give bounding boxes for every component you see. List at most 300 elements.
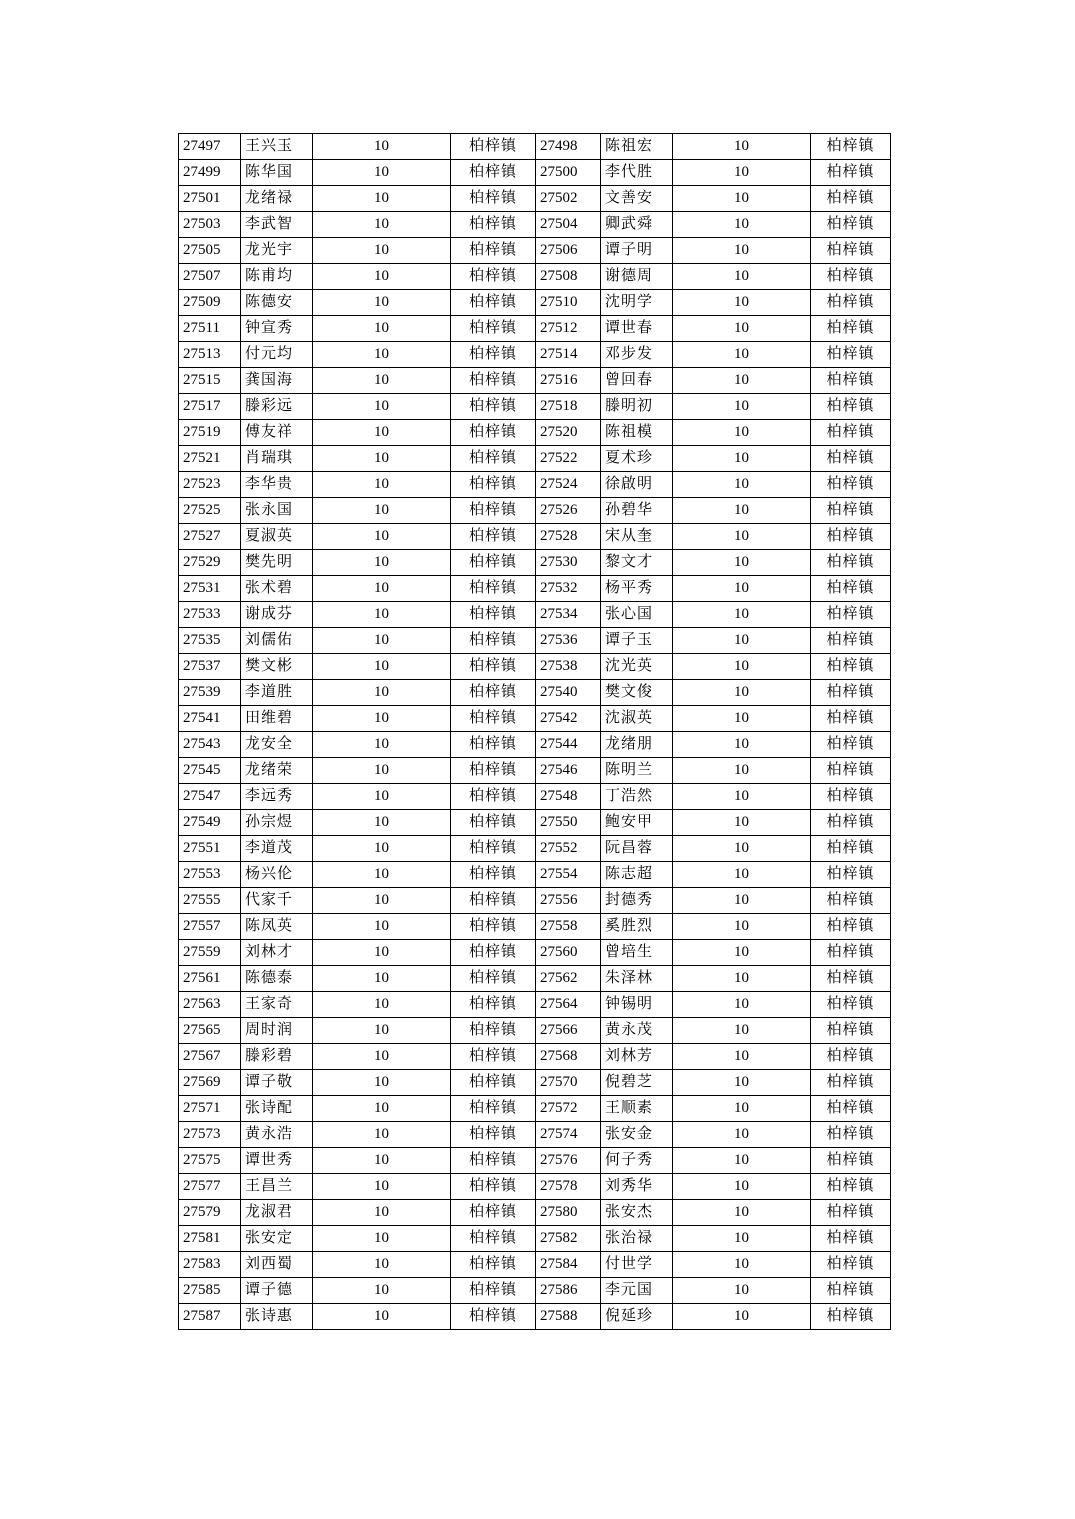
table-row [179,888,891,914]
record-name: 陈明兰 [601,758,673,784]
record-id: 27559 [179,940,241,966]
record-id: 27573 [179,1122,241,1148]
record-amount: 10 [313,862,451,888]
record-name: 黎文才 [601,550,673,576]
record-amount: 10 [673,992,811,1018]
record-name: 孙宗煜 [241,810,313,836]
record-id: 27541 [179,706,241,732]
record-name: 刘西蜀 [241,1252,313,1278]
record-town: 柏梓镇 [811,1278,891,1304]
record-name: 谭世秀 [241,1148,313,1174]
record-amount: 10 [673,264,811,290]
record-id: 27580 [536,1200,601,1226]
record-town: 柏梓镇 [811,1148,891,1174]
table-row [179,524,891,550]
record-id: 27566 [536,1018,601,1044]
record-id: 27514 [536,342,601,368]
record-town: 柏梓镇 [811,420,891,446]
record-id: 27586 [536,1278,601,1304]
record-amount: 10 [313,1304,451,1330]
record-town: 柏梓镇 [451,394,536,420]
record-name: 阮昌蓉 [601,836,673,862]
table-row [179,238,891,264]
record-id: 27575 [179,1148,241,1174]
record-town: 柏梓镇 [811,992,891,1018]
record-town: 柏梓镇 [451,550,536,576]
record-town: 柏梓镇 [451,706,536,732]
record-id: 27562 [536,966,601,992]
record-town: 柏梓镇 [811,602,891,628]
record-id: 27571 [179,1096,241,1122]
record-town: 柏梓镇 [451,732,536,758]
record-id: 27538 [536,654,601,680]
record-amount: 10 [673,550,811,576]
record-town: 柏梓镇 [811,1096,891,1122]
record-name: 杨兴伦 [241,862,313,888]
record-amount: 10 [673,784,811,810]
record-town: 柏梓镇 [811,1252,891,1278]
record-id: 27564 [536,992,601,1018]
table-row [179,1044,891,1070]
record-name: 孙碧华 [601,498,673,524]
record-amount: 10 [673,1070,811,1096]
record-name: 沈光英 [601,654,673,680]
record-town: 柏梓镇 [811,576,891,602]
record-amount: 10 [673,940,811,966]
table-row [179,1304,891,1330]
record-amount: 10 [673,498,811,524]
record-amount: 10 [673,134,811,160]
record-town: 柏梓镇 [811,1174,891,1200]
table-row [179,1278,891,1304]
record-town: 柏梓镇 [811,862,891,888]
record-town: 柏梓镇 [451,758,536,784]
record-amount: 10 [673,914,811,940]
record-name: 傅友祥 [241,420,313,446]
record-id: 27542 [536,706,601,732]
record-town: 柏梓镇 [811,784,891,810]
record-name: 张诗惠 [241,1304,313,1330]
record-id: 27546 [536,758,601,784]
record-town: 柏梓镇 [451,680,536,706]
record-town: 柏梓镇 [811,1070,891,1096]
record-name: 滕彩远 [241,394,313,420]
record-id: 27544 [536,732,601,758]
record-town: 柏梓镇 [811,446,891,472]
table-row [179,420,891,446]
record-id: 27526 [536,498,601,524]
record-amount: 10 [673,1278,811,1304]
record-name: 陈华国 [241,160,313,186]
table-row [179,966,891,992]
record-name: 龙安全 [241,732,313,758]
record-name: 沈明学 [601,290,673,316]
record-town: 柏梓镇 [811,628,891,654]
record-amount: 10 [673,1122,811,1148]
record-name: 宋从奎 [601,524,673,550]
record-amount: 10 [313,160,451,186]
record-name: 樊先明 [241,550,313,576]
record-amount: 10 [313,524,451,550]
record-town: 柏梓镇 [451,342,536,368]
record-name: 谭子德 [241,1278,313,1304]
record-town: 柏梓镇 [811,550,891,576]
record-town: 柏梓镇 [451,472,536,498]
record-name: 夏术珍 [601,446,673,472]
record-id: 27518 [536,394,601,420]
record-id: 27578 [536,1174,601,1200]
record-id: 27555 [179,888,241,914]
record-id: 27582 [536,1226,601,1252]
record-name: 钟锡明 [601,992,673,1018]
record-amount: 10 [673,1148,811,1174]
record-amount: 10 [673,602,811,628]
table-row [179,368,891,394]
record-town: 柏梓镇 [811,1044,891,1070]
table-row [179,342,891,368]
record-name: 龚国海 [241,368,313,394]
record-town: 柏梓镇 [451,1148,536,1174]
record-town: 柏梓镇 [451,498,536,524]
table-row [179,758,891,784]
record-town: 柏梓镇 [451,966,536,992]
record-id: 27523 [179,472,241,498]
record-town: 柏梓镇 [811,368,891,394]
record-id: 27510 [536,290,601,316]
record-town: 柏梓镇 [451,316,536,342]
record-town: 柏梓镇 [451,1174,536,1200]
record-name: 龙淑君 [241,1200,313,1226]
record-id: 27512 [536,316,601,342]
record-amount: 10 [313,810,451,836]
record-amount: 10 [673,628,811,654]
record-id: 27519 [179,420,241,446]
record-name: 陈志超 [601,862,673,888]
table-row [179,784,891,810]
record-town: 柏梓镇 [811,1304,891,1330]
record-id: 27547 [179,784,241,810]
record-name: 陈德安 [241,290,313,316]
record-name: 陈凤英 [241,914,313,940]
record-town: 柏梓镇 [811,238,891,264]
record-id: 27534 [536,602,601,628]
record-id: 27545 [179,758,241,784]
record-amount: 10 [673,1018,811,1044]
record-id: 27527 [179,524,241,550]
record-name: 刘林才 [241,940,313,966]
record-amount: 10 [673,1044,811,1070]
record-name: 谭子明 [601,238,673,264]
record-id: 27535 [179,628,241,654]
record-amount: 10 [673,1304,811,1330]
record-id: 27583 [179,1252,241,1278]
record-name: 文善安 [601,186,673,212]
record-id: 27497 [179,134,241,160]
record-amount: 10 [313,940,451,966]
record-amount: 10 [313,654,451,680]
record-town: 柏梓镇 [451,810,536,836]
record-name: 倪碧芝 [601,1070,673,1096]
record-name: 夏淑英 [241,524,313,550]
record-name: 刘林芳 [601,1044,673,1070]
record-amount: 10 [313,316,451,342]
record-town: 柏梓镇 [811,654,891,680]
table-row [179,576,891,602]
record-name: 刘儒佑 [241,628,313,654]
record-name: 张安金 [601,1122,673,1148]
record-id: 27567 [179,1044,241,1070]
record-id: 27509 [179,290,241,316]
table-row [179,186,891,212]
record-name: 李远秀 [241,784,313,810]
record-amount: 10 [313,186,451,212]
record-town: 柏梓镇 [451,888,536,914]
record-name: 谭子敬 [241,1070,313,1096]
record-name: 张心国 [601,602,673,628]
record-amount: 10 [313,238,451,264]
record-town: 柏梓镇 [811,706,891,732]
record-name: 徐啟明 [601,472,673,498]
record-amount: 10 [313,264,451,290]
table-row [179,1018,891,1044]
record-name: 李华贵 [241,472,313,498]
record-town: 柏梓镇 [451,186,536,212]
record-id: 27576 [536,1148,601,1174]
record-town: 柏梓镇 [811,1200,891,1226]
record-town: 柏梓镇 [811,940,891,966]
record-amount: 10 [673,1226,811,1252]
record-town: 柏梓镇 [811,1122,891,1148]
record-town: 柏梓镇 [811,914,891,940]
record-id: 27551 [179,836,241,862]
record-id: 27513 [179,342,241,368]
record-amount: 10 [313,1200,451,1226]
record-town: 柏梓镇 [811,342,891,368]
record-id: 27585 [179,1278,241,1304]
record-id: 27532 [536,576,601,602]
record-amount: 10 [313,446,451,472]
record-id: 27568 [536,1044,601,1070]
record-id: 27584 [536,1252,601,1278]
record-name: 张术碧 [241,576,313,602]
record-id: 27565 [179,1018,241,1044]
record-name: 周时润 [241,1018,313,1044]
record-town: 柏梓镇 [451,290,536,316]
record-name: 曾培生 [601,940,673,966]
record-amount: 10 [313,1018,451,1044]
record-id: 27503 [179,212,241,238]
record-amount: 10 [313,966,451,992]
record-town: 柏梓镇 [811,290,891,316]
record-amount: 10 [313,134,451,160]
roster-table [178,133,891,1330]
record-name: 何子秀 [601,1148,673,1174]
table-row [179,654,891,680]
record-name: 田维碧 [241,706,313,732]
record-amount: 10 [313,368,451,394]
table-row [179,550,891,576]
table-row [179,446,891,472]
record-name: 王家奇 [241,992,313,1018]
table-row [179,836,891,862]
record-amount: 10 [673,732,811,758]
record-town: 柏梓镇 [451,1018,536,1044]
record-id: 27528 [536,524,601,550]
record-id: 27539 [179,680,241,706]
record-amount: 10 [673,706,811,732]
record-town: 柏梓镇 [811,1018,891,1044]
table-row [179,1200,891,1226]
record-name: 付世学 [601,1252,673,1278]
record-id: 27549 [179,810,241,836]
record-town: 柏梓镇 [811,472,891,498]
record-town: 柏梓镇 [451,784,536,810]
record-town: 柏梓镇 [451,602,536,628]
record-id: 27570 [536,1070,601,1096]
record-name: 滕彩碧 [241,1044,313,1070]
record-name: 龙绪朋 [601,732,673,758]
record-town: 柏梓镇 [451,1200,536,1226]
record-id: 27581 [179,1226,241,1252]
record-name: 卿武舜 [601,212,673,238]
record-town: 柏梓镇 [811,1226,891,1252]
record-name: 封德秀 [601,888,673,914]
record-amount: 10 [673,212,811,238]
record-amount: 10 [313,784,451,810]
record-amount: 10 [673,472,811,498]
record-name: 张治禄 [601,1226,673,1252]
table-row [179,472,891,498]
record-town: 柏梓镇 [811,680,891,706]
record-amount: 10 [313,472,451,498]
record-amount: 10 [313,1096,451,1122]
record-id: 27505 [179,238,241,264]
record-town: 柏梓镇 [451,628,536,654]
table-row [179,628,891,654]
record-town: 柏梓镇 [451,524,536,550]
table-row [179,498,891,524]
record-name: 肖瑞琪 [241,446,313,472]
record-town: 柏梓镇 [451,446,536,472]
record-name: 李道胜 [241,680,313,706]
record-amount: 10 [673,186,811,212]
record-amount: 10 [313,1226,451,1252]
record-amount: 10 [313,394,451,420]
record-town: 柏梓镇 [811,966,891,992]
record-name: 陈甫均 [241,264,313,290]
record-amount: 10 [313,420,451,446]
record-town: 柏梓镇 [811,212,891,238]
record-town: 柏梓镇 [811,134,891,160]
table-row [179,1252,891,1278]
record-id: 27550 [536,810,601,836]
record-id: 27517 [179,394,241,420]
record-id: 27537 [179,654,241,680]
record-name: 谭子玉 [601,628,673,654]
table-row [179,1122,891,1148]
record-id: 27579 [179,1200,241,1226]
record-amount: 10 [673,238,811,264]
record-amount: 10 [313,1122,451,1148]
record-amount: 10 [673,1096,811,1122]
record-town: 柏梓镇 [451,862,536,888]
record-amount: 10 [673,342,811,368]
record-id: 27552 [536,836,601,862]
record-town: 柏梓镇 [451,914,536,940]
record-amount: 10 [313,1278,451,1304]
record-amount: 10 [313,1252,451,1278]
table-row [179,1226,891,1252]
record-name: 丁浩然 [601,784,673,810]
record-name: 谢德周 [601,264,673,290]
record-town: 柏梓镇 [811,836,891,862]
table-row [179,134,891,160]
record-amount: 10 [673,862,811,888]
record-town: 柏梓镇 [811,186,891,212]
record-name: 龙绪荣 [241,758,313,784]
record-id: 27499 [179,160,241,186]
record-id: 27543 [179,732,241,758]
record-id: 27520 [536,420,601,446]
record-name: 沈淑英 [601,706,673,732]
record-amount: 10 [313,1044,451,1070]
record-town: 柏梓镇 [451,1122,536,1148]
table-row [179,810,891,836]
record-amount: 10 [313,1148,451,1174]
record-name: 王昌兰 [241,1174,313,1200]
record-town: 柏梓镇 [451,836,536,862]
record-name: 李武智 [241,212,313,238]
record-id: 27502 [536,186,601,212]
record-amount: 10 [313,1070,451,1096]
record-town: 柏梓镇 [451,1304,536,1330]
record-name: 王兴玉 [241,134,313,160]
table-row [179,264,891,290]
record-id: 27553 [179,862,241,888]
record-name: 陈德泰 [241,966,313,992]
record-amount: 10 [673,966,811,992]
table-row [179,914,891,940]
record-id: 27533 [179,602,241,628]
record-name: 陈祖模 [601,420,673,446]
record-amount: 10 [313,836,451,862]
record-town: 柏梓镇 [451,264,536,290]
record-town: 柏梓镇 [451,654,536,680]
record-town: 柏梓镇 [451,368,536,394]
record-id: 27504 [536,212,601,238]
record-name: 樊文俊 [601,680,673,706]
record-id: 27530 [536,550,601,576]
record-name: 李道茂 [241,836,313,862]
table-row [179,160,891,186]
record-town: 柏梓镇 [811,732,891,758]
record-id: 27554 [536,862,601,888]
record-id: 27588 [536,1304,601,1330]
record-amount: 10 [313,758,451,784]
record-name: 杨平秀 [601,576,673,602]
record-town: 柏梓镇 [451,420,536,446]
record-id: 27522 [536,446,601,472]
record-amount: 10 [673,576,811,602]
record-town: 柏梓镇 [451,940,536,966]
record-amount: 10 [313,576,451,602]
table-row [179,940,891,966]
record-id: 27529 [179,550,241,576]
record-name: 滕明初 [601,394,673,420]
record-amount: 10 [313,290,451,316]
table-row [179,1096,891,1122]
table-row [179,1148,891,1174]
